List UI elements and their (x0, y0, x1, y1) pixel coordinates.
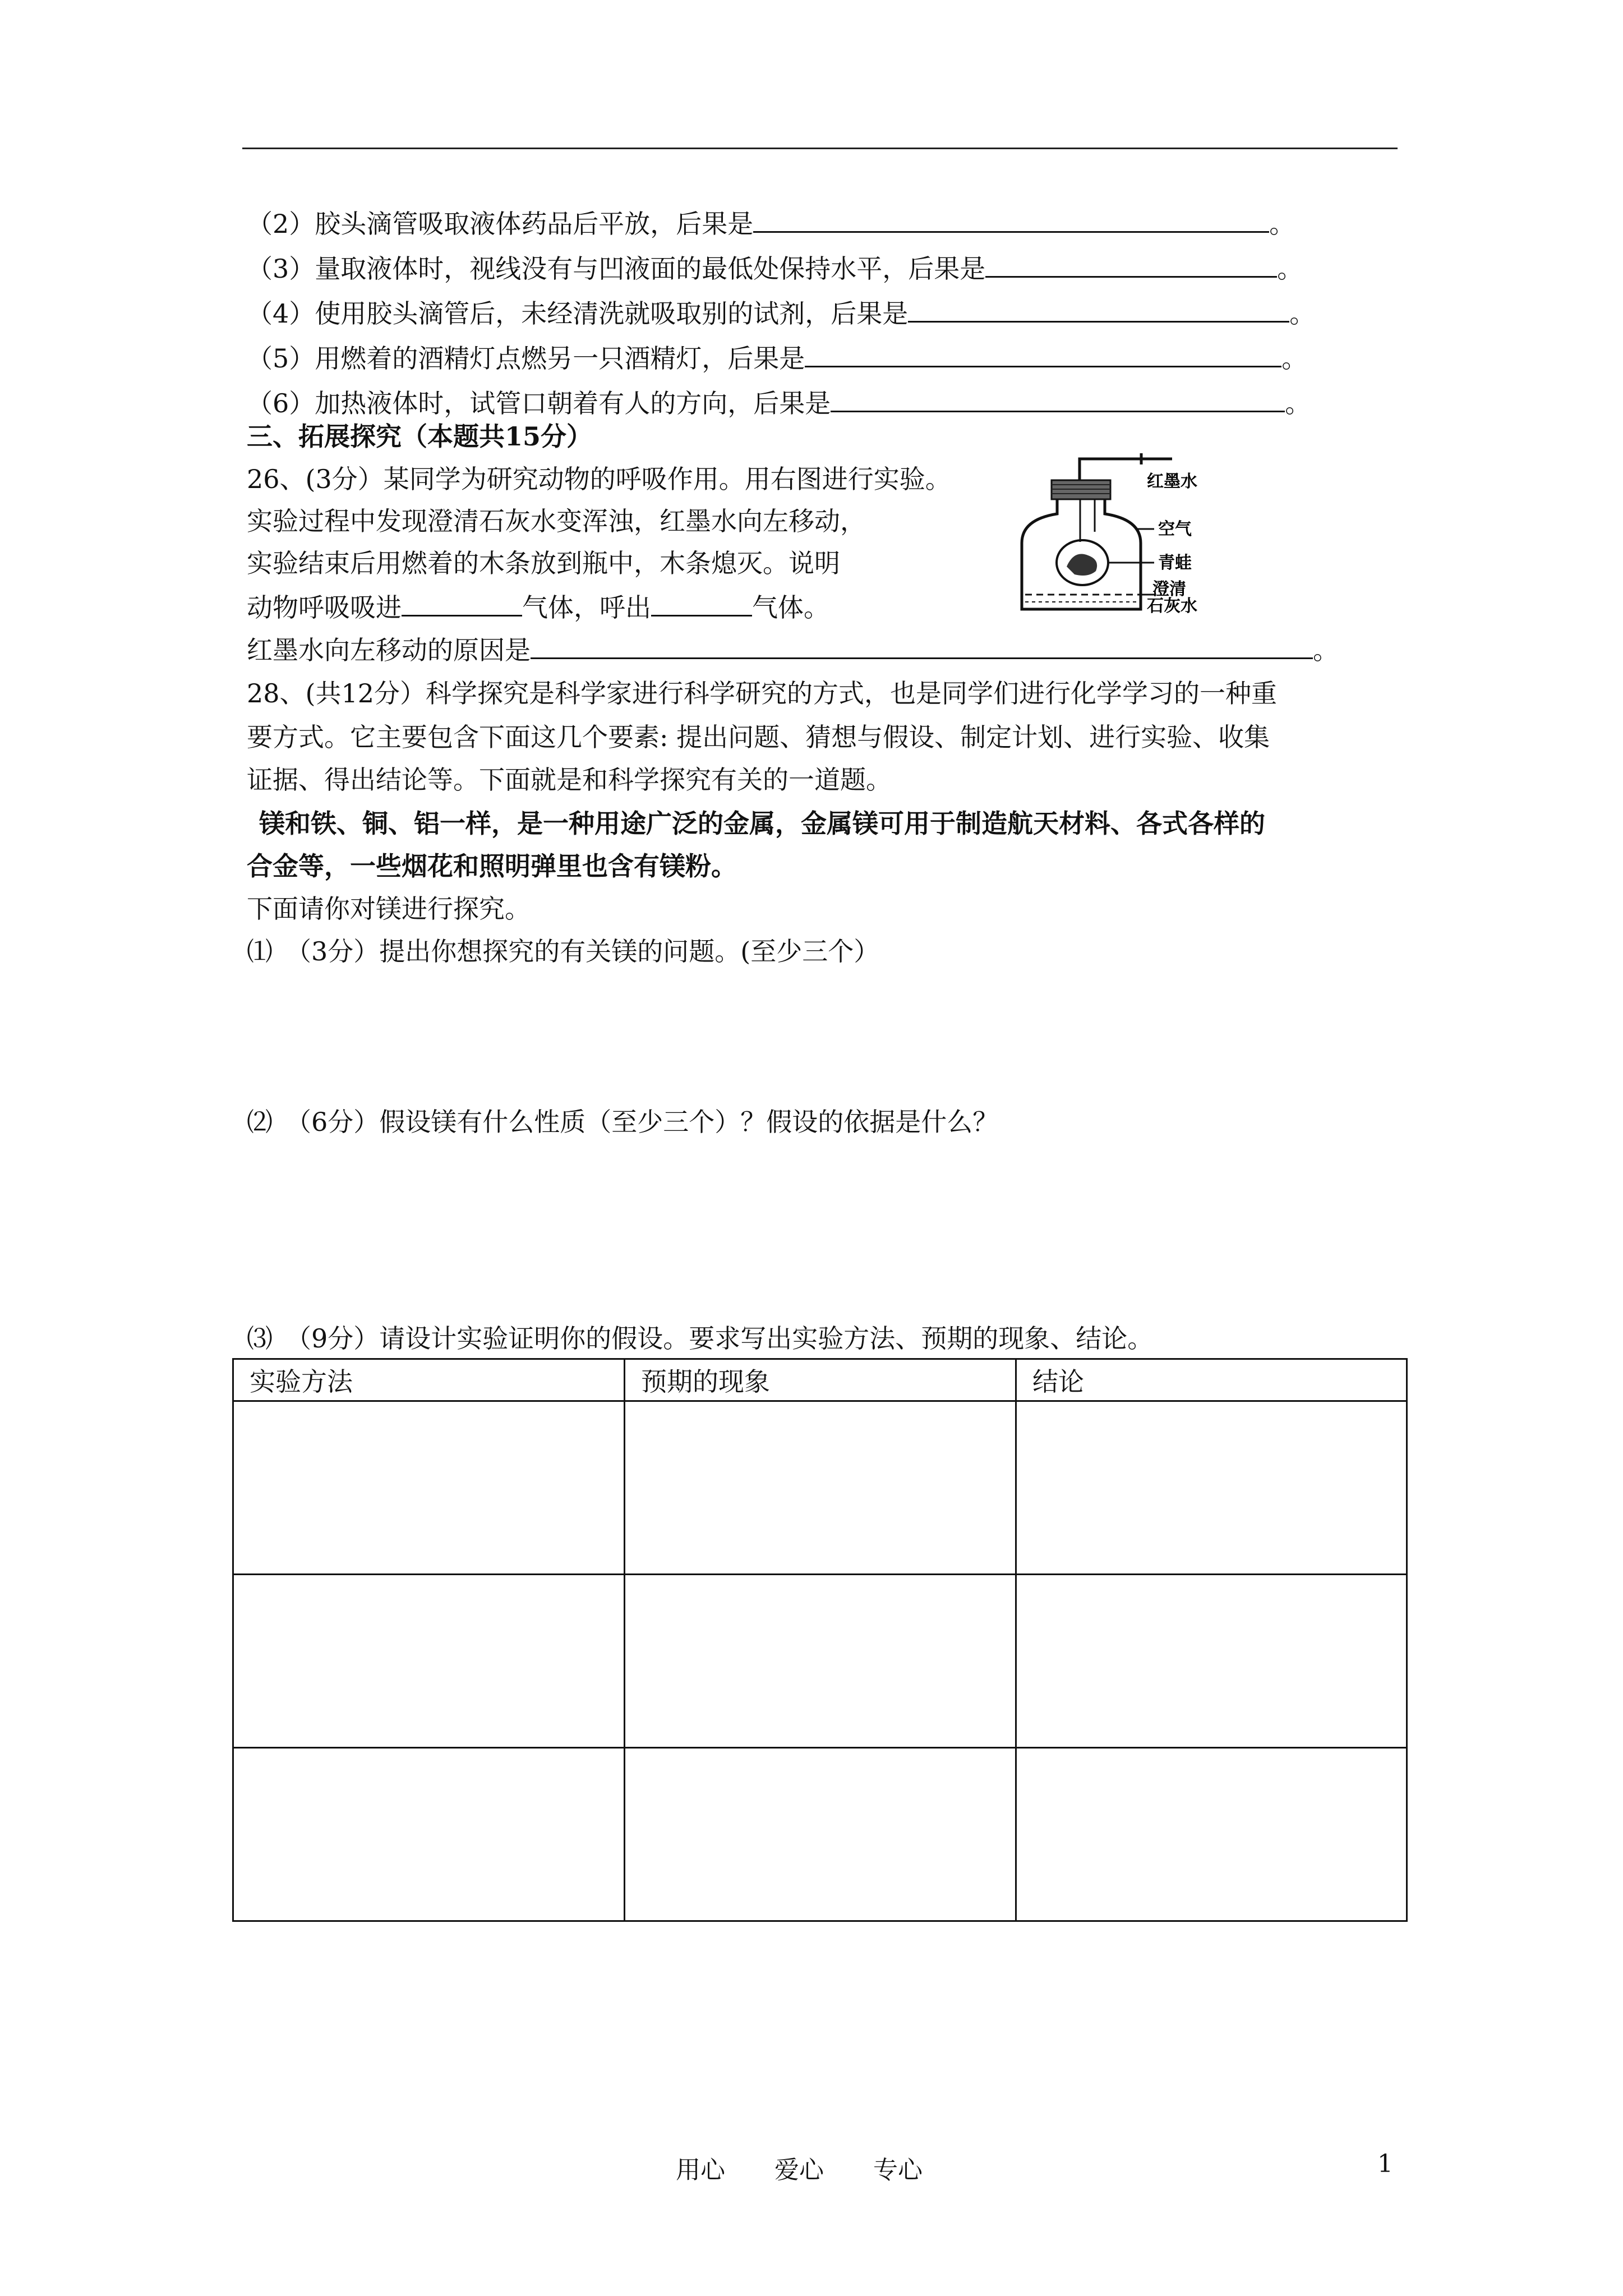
q26-line-3: 实验结束后用燃着的木条放到瓶中，木条熄灭。说明 (247, 548, 840, 578)
q28-intro-2: 要方式。它主要包含下面这几个要素: 提出问题、猜想与假设、制定计划、进行实验、收集 (247, 722, 1270, 752)
table-cell[interactable] (625, 1748, 1016, 1921)
respiration-experiment-figure (1004, 448, 1223, 622)
q26-line-5: 红墨水向左移动的原因是 。 (247, 632, 1339, 667)
q28-intro-3: 证据、得出结论等。下面就是和科学探究有关的一道题。 (247, 765, 892, 795)
exhaled-gas-blank[interactable] (651, 589, 752, 616)
header-expected-phenomenon: 预期的现象 (625, 1359, 1016, 1401)
answer-blank[interactable] (753, 205, 1269, 233)
header-conclusion: 结论 (1016, 1359, 1407, 1401)
q26-line-2: 实验过程中发现澄清石灰水变浑浊，红墨水向左移动， (247, 506, 866, 536)
header-method: 实验方法 (233, 1359, 625, 1401)
question-4: （4）使用胶头滴管后，未经清洗就吸取别的试剂，后果是 。 (247, 295, 1315, 330)
table-row (233, 1575, 1407, 1748)
reason-blank[interactable] (531, 632, 1313, 659)
inhaled-gas-blank[interactable] (402, 589, 522, 616)
question-2: （2）胶头滴管吸取液体药品后平放，后果是 。 (247, 205, 1295, 241)
footer-motto: 用心 爱心 专心 (676, 2156, 923, 2184)
label-red-ink: 红墨水 (1147, 472, 1197, 491)
table-cell[interactable] (625, 1575, 1016, 1748)
table-cell[interactable] (1016, 1401, 1407, 1575)
answer-blank[interactable] (985, 250, 1277, 278)
table-cell[interactable] (1016, 1575, 1407, 1748)
header-rule (242, 148, 1398, 149)
table-cell[interactable] (625, 1401, 1016, 1575)
q28-subquestion-2: ⑵ （6分）假设镁有什么性质（至少三个）？假设的依据是什么？ (247, 1107, 999, 1137)
label-clear: 澄清 (1152, 579, 1186, 599)
q28-subquestion-3: ⑶ （9分）请设计实验证明你的假设。要求写出实验方法、预期的现象、结论。 (247, 1323, 1154, 1354)
answer-blank[interactable] (805, 340, 1281, 367)
q26-line-1: 26、(3分）某同学为研究动物的呼吸作用。用右图进行实验。 (247, 464, 951, 494)
q28-intro-1: 28、(共12分）科学探究是科学家进行科学研究的方式，也是同学们进行化学学习的一种重 (247, 678, 1278, 708)
table-cell[interactable] (1016, 1748, 1407, 1921)
table-cell[interactable] (233, 1575, 625, 1748)
table-cell[interactable] (233, 1748, 625, 1921)
page-number: 1 (1377, 2150, 1393, 2178)
section-heading: 三、拓展探究（本题共15分） (247, 421, 593, 452)
q28-bold-2: 合金等，一些烟花和照明弹里也含有镁粉。 (247, 851, 737, 881)
q26-line-4: 动物呼吸吸进 气体，呼出 气体。 (247, 589, 829, 624)
table-cell[interactable] (233, 1401, 625, 1575)
label-air: 空气 (1158, 519, 1192, 539)
table-row (233, 1401, 1407, 1575)
q28-subquestion-1: ⑴ （3分）提出你想探究的有关镁的问题。(至少三个） (247, 936, 880, 967)
table-row (233, 1748, 1407, 1921)
q28-bold-1: 镁和铁、铜、铝一样，是一种用途广泛的金属，金属镁可用于制造航天材料、各式各样的 (259, 808, 1265, 839)
q28-lead: 下面请你对镁进行探究。 (247, 894, 531, 924)
table-header-row (233, 1359, 1407, 1401)
label-limewater: 石灰水 (1147, 596, 1197, 616)
question-3: （3）量取液体时，视线没有与凹液面的最低处保持水平，后果是 。 (247, 250, 1303, 286)
answer-blank[interactable] (831, 385, 1285, 412)
question-5: （5）用燃着的酒精灯点燃另一只酒精灯，后果是 。 (247, 340, 1307, 375)
question-6: （6）加热液体时，试管口朝着有人的方向，后果是 。 (247, 385, 1311, 420)
label-frog: 青蛙 (1158, 553, 1192, 573)
experiment-table (232, 1358, 1408, 1922)
answer-blank[interactable] (908, 295, 1289, 323)
